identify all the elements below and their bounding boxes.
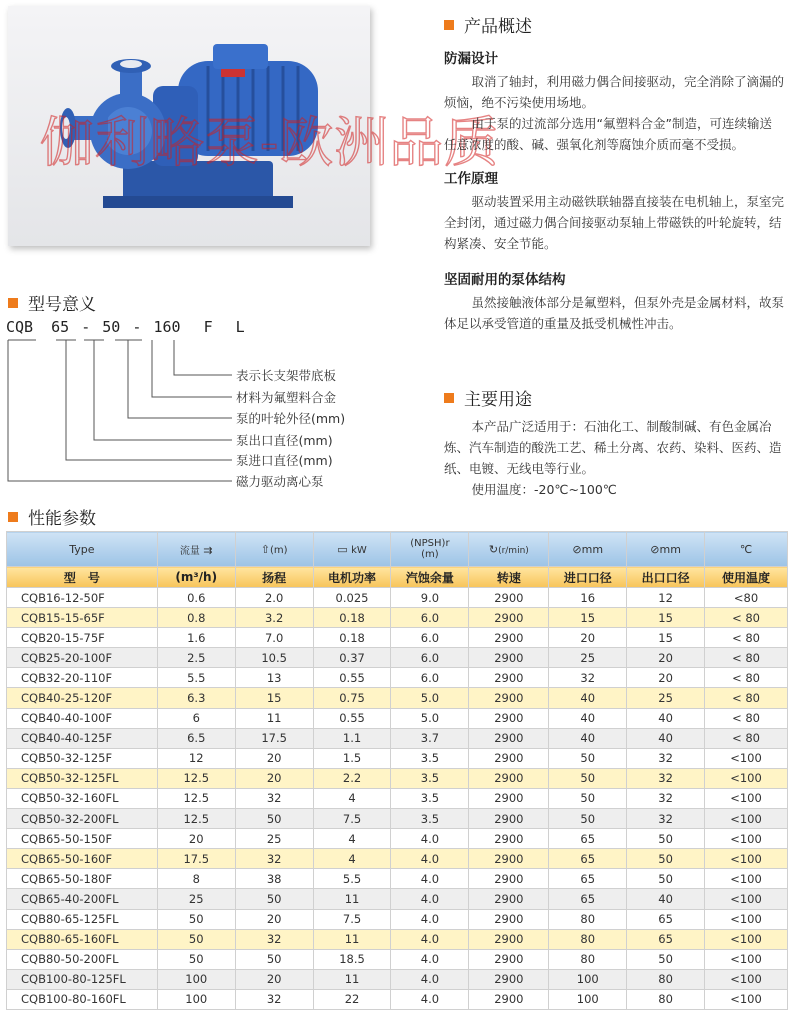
table-cell: 17.5 <box>235 728 313 748</box>
legend-inlet: 泵进口直径(mm) <box>236 453 333 468</box>
table-cell: 80 <box>549 929 627 949</box>
code-dash: - <box>81 318 91 336</box>
table-row <box>7 608 788 628</box>
table-cell: <100 <box>705 929 788 949</box>
table-cell: 65 <box>627 929 705 949</box>
table-cell: 4.0 <box>391 829 469 849</box>
table-row <box>7 929 788 949</box>
table-cell: 2.5 <box>157 648 235 668</box>
table-cell: 4.0 <box>391 849 469 869</box>
table-cell: 22 <box>313 989 391 1009</box>
col-power: 电机功率 <box>313 567 391 588</box>
flow-icon: ⇉ <box>203 543 213 557</box>
table-cell: 20 <box>235 969 313 989</box>
table-cell: 6.0 <box>391 628 469 648</box>
work-title: 工作原理 <box>444 171 498 187</box>
model-cell: CQB40-25-120F <box>7 688 158 708</box>
diameter-icon: ⊘ <box>572 542 582 556</box>
usage-section <box>444 385 784 500</box>
table-cell: 0.18 <box>313 608 391 628</box>
model-cell: CQB32-20-110F <box>7 668 158 688</box>
table-cell: 40 <box>549 728 627 748</box>
table-row <box>7 628 788 648</box>
table-cell: 2900 <box>469 768 549 788</box>
table-row <box>7 969 788 989</box>
table-cell: 20 <box>627 668 705 688</box>
power-header <box>313 532 391 567</box>
outlet-unit: mm <box>659 542 681 556</box>
table-cell: 11 <box>313 929 391 949</box>
table-cell: 2900 <box>469 608 549 628</box>
legend-material: 材料为氟塑料合金 <box>236 390 337 405</box>
table-cell: 3.5 <box>391 788 469 808</box>
table-cell: 4.0 <box>391 889 469 909</box>
watermark-text: 伽利略泵-欧洲品质 <box>40 111 500 174</box>
model-cell: CQB80-50-200FL <box>7 949 158 969</box>
table-cell: 2900 <box>469 929 549 949</box>
section-bullet-icon <box>444 20 454 30</box>
legend-outlet: 泵出口直径(mm) <box>236 433 333 448</box>
model-title: 型号意义 <box>28 295 96 315</box>
table-cell: 7.5 <box>313 909 391 929</box>
table-cell: 0.18 <box>313 628 391 648</box>
leak-paragraph-2: 由于泵的过流部分选用“氟塑料合金”制造，可连续输送任意浓度的酸、碱、强氧化剂等腐蚀介质而毫不受损。 <box>444 116 772 152</box>
npsh-label: (NPSH)r <box>410 538 450 549</box>
table-cell: 17.5 <box>157 849 235 869</box>
table-row <box>7 788 788 808</box>
table-cell: 20 <box>235 748 313 768</box>
table-cell: <100 <box>705 909 788 929</box>
model-cell: CQB40-40-125F <box>7 728 158 748</box>
code-series: CQB <box>6 318 34 336</box>
overview-heading <box>444 12 784 37</box>
table-cell: 0.55 <box>313 708 391 728</box>
type-header: Type <box>7 532 158 567</box>
structure-paragraph: 虽然接触液体部分是氟塑料，但泵外壳是金属材料，故泵体足以承受管道的重量及抵受机械性冲击。 <box>444 295 785 331</box>
table-cell: 2900 <box>469 648 549 668</box>
col-inlet: 进口口径 <box>549 567 627 588</box>
usage-heading <box>444 385 784 410</box>
flow-label: 流量 <box>179 545 200 557</box>
table-cell: 3.5 <box>391 809 469 829</box>
table-cell: <100 <box>705 768 788 788</box>
model-cell: CQB40-40-100F <box>7 708 158 728</box>
table-cell: <100 <box>705 889 788 909</box>
table-cell: 40 <box>627 708 705 728</box>
overview-section <box>444 12 784 334</box>
table-cell: 65 <box>549 829 627 849</box>
table-cell: 32 <box>627 768 705 788</box>
npsh-header <box>391 532 469 567</box>
table-row <box>7 728 788 748</box>
table-cell: 12.5 <box>157 768 235 788</box>
table-row <box>7 849 788 869</box>
model-code <box>6 318 245 336</box>
table-cell: 18.5 <box>313 949 391 969</box>
table-cell: 3.2 <box>235 608 313 628</box>
table-cell: 5.5 <box>157 668 235 688</box>
inlet-unit: mm <box>581 542 604 556</box>
rotation-icon: ↻ <box>488 542 499 556</box>
table-row <box>7 989 788 1009</box>
table-cell: 20 <box>627 648 705 668</box>
table-cell: 32 <box>235 929 313 949</box>
inlet-header <box>549 532 627 567</box>
model-cell: CQB80-65-160FL <box>7 929 158 949</box>
leak-paragraph-1: 取消了轴封，利用磁力偶合间接驱动，完全消除了滴漏的烦恼，绝不污染使用场地。 <box>444 74 785 110</box>
table-cell: 2900 <box>469 728 549 748</box>
model-heading <box>8 290 96 315</box>
speed-unit: (r/min) <box>498 545 529 556</box>
table-cell: 32 <box>627 788 705 808</box>
table-cell: <100 <box>705 809 788 829</box>
legend-bracket: 表示长支架带底板 <box>236 368 337 383</box>
table-cell: 12.5 <box>157 809 235 829</box>
col-outlet: 出口口径 <box>627 567 705 588</box>
table-row <box>7 889 788 909</box>
table-cell: 50 <box>157 929 235 949</box>
table-cell: 2900 <box>469 668 549 688</box>
table-cell: 4.0 <box>391 909 469 929</box>
leak-title: 防漏设计 <box>444 51 498 67</box>
table-cell: 2.2 <box>313 768 391 788</box>
table-cell: < 80 <box>705 648 788 668</box>
perf-heading <box>8 504 96 529</box>
work-paragraph: 驱动装置采用主动磁铁联轴器直接装在电机轴上，泵室完全封闭，通过磁力偶合间接驱动泵轴上带磁铁的叶轮旋转，结构紧凑、安全节能。 <box>444 194 785 251</box>
table-cell: 20 <box>157 829 235 849</box>
table-cell: 15 <box>627 608 705 628</box>
usage-temperature: 使用温度：-20℃~100℃ <box>471 482 617 497</box>
table-cell: 2900 <box>469 809 549 829</box>
structure-title: 坚固耐用的泵体结构 <box>444 272 566 288</box>
table-cell: 4.0 <box>391 969 469 989</box>
table-cell: 40 <box>549 688 627 708</box>
col-head: 扬程 <box>235 567 313 588</box>
table-cell: 4.0 <box>391 869 469 889</box>
table-cell: 65 <box>627 909 705 929</box>
table-cell: 6.0 <box>391 648 469 668</box>
table-cell: 7.0 <box>235 628 313 648</box>
table-cell: 80 <box>549 909 627 929</box>
table-cell: 4.0 <box>391 929 469 949</box>
speed-header <box>469 532 549 567</box>
table-cell: <100 <box>705 989 788 1009</box>
table-cell: 50 <box>235 949 313 969</box>
table-cell: 0.55 <box>313 668 391 688</box>
npsh-unit: (m) <box>421 549 439 560</box>
table-cell: < 80 <box>705 628 788 648</box>
table-cell: 20 <box>235 909 313 929</box>
table-cell: 32 <box>627 748 705 768</box>
table-cell: < 80 <box>705 728 788 748</box>
legend-series: 磁力驱动离心泵 <box>236 474 324 489</box>
table-cell: 40 <box>627 728 705 748</box>
table-cell: 3.5 <box>391 768 469 788</box>
table-cell: 0.025 <box>313 588 391 608</box>
table-cell: 50 <box>549 748 627 768</box>
temp-header: ℃ <box>705 532 788 567</box>
col-speed: 转速 <box>469 567 549 588</box>
table-cell: 50 <box>235 889 313 909</box>
table-cell: 2900 <box>469 889 549 909</box>
table-cell: <100 <box>705 748 788 768</box>
table-row <box>7 748 788 768</box>
model-cell: CQB50-32-125F <box>7 748 158 768</box>
table-cell: 11 <box>313 969 391 989</box>
table-cell: 13 <box>235 668 313 688</box>
table-cell: <100 <box>705 829 788 849</box>
table-cell: 2900 <box>469 849 549 869</box>
table-cell: 80 <box>549 949 627 969</box>
table-cell: 12 <box>627 588 705 608</box>
table-cell: <100 <box>705 869 788 889</box>
table-cell: 1.5 <box>313 748 391 768</box>
table-row <box>7 668 788 688</box>
table-cell: 0.6 <box>157 588 235 608</box>
table-cell: 32 <box>627 809 705 829</box>
table-cell: 4.0 <box>391 949 469 969</box>
table-cell: 6.3 <box>157 688 235 708</box>
table-cell: 1.1 <box>313 728 391 748</box>
model-cell: CQB100-80-160FL <box>7 989 158 1009</box>
table-cell: 15 <box>235 688 313 708</box>
table-cell: 40 <box>549 708 627 728</box>
table-cell: 2900 <box>469 969 549 989</box>
table-cell: 38 <box>235 869 313 889</box>
table-cell: 25 <box>549 648 627 668</box>
table-row <box>7 869 788 889</box>
table-cell: 6 <box>157 708 235 728</box>
table-cell: 7.5 <box>313 809 391 829</box>
table-cell: 50 <box>627 829 705 849</box>
model-cell: CQB50-32-160FL <box>7 788 158 808</box>
table-cell: 50 <box>627 949 705 969</box>
table-cell: 15 <box>627 628 705 648</box>
table-cell: 0.8 <box>157 608 235 628</box>
overview-title: 产品概述 <box>464 17 532 37</box>
col-model: 型 号 <box>7 567 158 588</box>
table-cell: 4.0 <box>391 989 469 1009</box>
table-cell: 11 <box>235 708 313 728</box>
table-cell: 2900 <box>469 829 549 849</box>
table-cell: 11 <box>313 889 391 909</box>
table-cell: < 80 <box>705 608 788 628</box>
table-cell: 8 <box>157 869 235 889</box>
table-cell: 25 <box>157 889 235 909</box>
table-cell: 6.0 <box>391 608 469 628</box>
model-cell: CQB65-50-150F <box>7 829 158 849</box>
table-row <box>7 829 788 849</box>
model-cell: CQB100-80-125FL <box>7 969 158 989</box>
col-npsh: 汽蚀余量 <box>391 567 469 588</box>
table-cell: 25 <box>235 829 313 849</box>
table-row <box>7 809 788 829</box>
table-row <box>7 688 788 708</box>
table-cell: 2.0 <box>235 588 313 608</box>
table-cell: 65 <box>549 849 627 869</box>
table-cell: 2900 <box>469 909 549 929</box>
table-cell: 1.6 <box>157 628 235 648</box>
table-cell: 4 <box>313 829 391 849</box>
code-inlet: 65 <box>51 318 70 336</box>
flow-header <box>157 532 235 567</box>
table-cell: 32 <box>235 989 313 1009</box>
table-cell: 2900 <box>469 989 549 1009</box>
table-cell: 100 <box>157 969 235 989</box>
table-cell: < 80 <box>705 708 788 728</box>
code-dash: - <box>132 318 142 336</box>
usage-title: 主要用途 <box>464 390 532 410</box>
table-cell: 2900 <box>469 748 549 768</box>
table-cell: 6.5 <box>157 728 235 748</box>
table-cell: 80 <box>627 969 705 989</box>
table-cell: 2900 <box>469 628 549 648</box>
model-cell: CQB25-20-100F <box>7 648 158 668</box>
head-icon: ⇧ <box>260 542 270 556</box>
table-cell: 25 <box>627 688 705 708</box>
code-outlet: 50 <box>102 318 121 336</box>
table-cell: 5.0 <box>391 688 469 708</box>
table-row <box>7 588 788 608</box>
table-cell: 2900 <box>469 949 549 969</box>
model-cell: CQB65-50-160F <box>7 849 158 869</box>
table-cell: 12 <box>157 748 235 768</box>
model-cell: CQB16-12-50F <box>7 588 158 608</box>
model-leader-lines <box>0 336 240 486</box>
table-cell: 5.5 <box>313 869 391 889</box>
table-cell: 2900 <box>469 788 549 808</box>
table-cell: 2900 <box>469 588 549 608</box>
table-cell: < 80 <box>705 688 788 708</box>
model-cell: CQB65-40-200FL <box>7 889 158 909</box>
table-cell: 50 <box>627 849 705 869</box>
perf-title: 性能参数 <box>28 509 96 529</box>
table-cell: 3.5 <box>391 748 469 768</box>
table-cell: 4 <box>313 849 391 869</box>
table-row <box>7 708 788 728</box>
performance-table-body <box>7 588 788 1010</box>
table-cell: 50 <box>235 809 313 829</box>
icon-header-row <box>7 532 788 567</box>
table-cell: 50 <box>549 788 627 808</box>
table-cell: 50 <box>157 949 235 969</box>
table-cell: 50 <box>627 869 705 889</box>
col-temp: 使用温度 <box>705 567 788 588</box>
table-cell: 65 <box>549 869 627 889</box>
head-unit: (m) <box>269 544 288 556</box>
table-cell: < 80 <box>705 668 788 688</box>
table-cell: 50 <box>549 768 627 788</box>
model-cell: CQB65-50-180F <box>7 869 158 889</box>
table-cell: 6.0 <box>391 668 469 688</box>
table-cell: 0.75 <box>313 688 391 708</box>
table-cell: <100 <box>705 788 788 808</box>
table-cell: 2900 <box>469 869 549 889</box>
code-material: F <box>203 318 213 336</box>
legend-impeller: 泵的叶轮外径(mm) <box>236 411 346 426</box>
table-cell: 3.7 <box>391 728 469 748</box>
section-bullet-icon <box>8 512 18 522</box>
table-cell: <100 <box>705 849 788 869</box>
power-unit: kW <box>351 544 367 556</box>
code-bracket: L <box>235 318 245 336</box>
table-cell: 50 <box>157 909 235 929</box>
table-cell: 20 <box>549 628 627 648</box>
col-flow: (m³/h) <box>157 567 235 588</box>
table-row <box>7 648 788 668</box>
motor-icon: ▭ <box>337 542 348 556</box>
table-cell: 32 <box>549 668 627 688</box>
table-row <box>7 949 788 969</box>
model-cell: CQB15-15-65F <box>7 608 158 628</box>
model-cell: CQB50-32-125FL <box>7 768 158 788</box>
usage-paragraph: 本产品广泛适用于：石油化工、制酸制碱、有色金属冶炼、汽车制造的酸洗工艺、稀土分离、农药、染料、医药、造纸、电镀、无线电等行业。 <box>444 419 782 476</box>
table-cell: 10.5 <box>235 648 313 668</box>
model-cell: CQB50-32-200FL <box>7 809 158 829</box>
table-cell: 5.0 <box>391 708 469 728</box>
table-cell: <100 <box>705 969 788 989</box>
table-cell: 100 <box>549 989 627 1009</box>
section-bullet-icon <box>8 298 18 308</box>
model-cell: CQB80-65-125FL <box>7 909 158 929</box>
table-cell: 2900 <box>469 708 549 728</box>
table-cell: 32 <box>235 849 313 869</box>
table-cell: 32 <box>235 788 313 808</box>
table-cell: 100 <box>549 969 627 989</box>
head-header <box>235 532 313 567</box>
table-cell: <80 <box>705 588 788 608</box>
table-cell: 12.5 <box>157 788 235 808</box>
outlet-header <box>627 532 705 567</box>
table-cell: 2900 <box>469 688 549 708</box>
table-cell: 4 <box>313 788 391 808</box>
model-cell: CQB20-15-75F <box>7 628 158 648</box>
table-cell: 15 <box>549 608 627 628</box>
table-cell: 65 <box>549 889 627 909</box>
table-cell: 100 <box>157 989 235 1009</box>
table-cell: 50 <box>549 809 627 829</box>
table-row <box>7 768 788 788</box>
diameter-icon: ⊘ <box>650 542 660 556</box>
table-cell: 40 <box>627 889 705 909</box>
table-cell: 9.0 <box>391 588 469 608</box>
performance-table <box>6 531 788 1010</box>
table-row <box>7 909 788 929</box>
table-cell: <100 <box>705 949 788 969</box>
section-bullet-icon <box>444 393 454 403</box>
table-cell: 0.37 <box>313 648 391 668</box>
table-cell: 16 <box>549 588 627 608</box>
table-cell: 20 <box>235 768 313 788</box>
label-header-row <box>7 567 788 588</box>
table-cell: 80 <box>627 989 705 1009</box>
code-impeller: 160 <box>153 318 181 336</box>
